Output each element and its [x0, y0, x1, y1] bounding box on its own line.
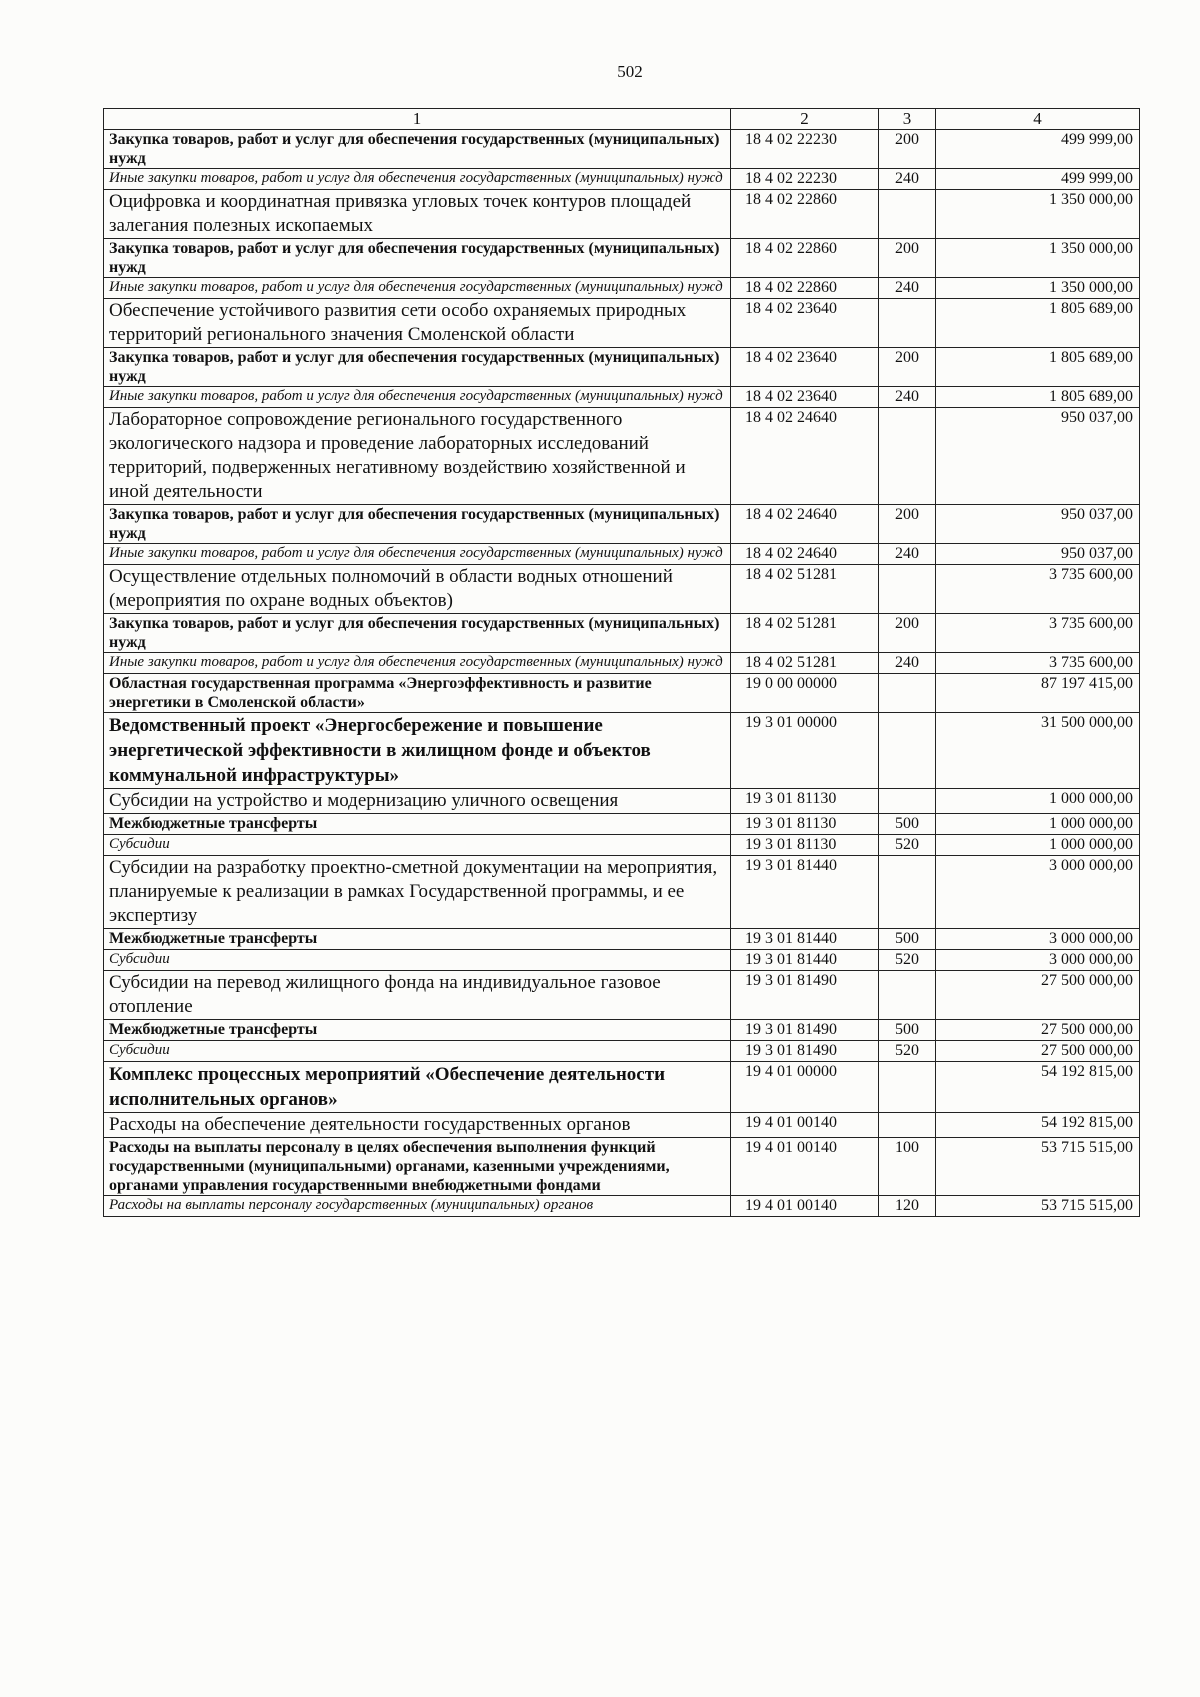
row-name: Обеспечение устойчивого развития сети особо охраняемых природных территорий регионального значения Смоленской области: [104, 299, 731, 348]
row-name: Субсидии: [104, 950, 731, 971]
table-row: [104, 565, 1140, 614]
row-amount: 3 000 000,00: [936, 950, 1140, 971]
row-code: 19 3 01 81440: [731, 929, 879, 950]
row-code: 19 3 01 81490: [731, 1041, 879, 1062]
row-amount: 1 805 689,00: [936, 387, 1140, 408]
table-row: [104, 408, 1140, 505]
row-amount: 950 037,00: [936, 544, 1140, 565]
row-code: 18 4 02 23640: [731, 387, 879, 408]
row-amount: 1 350 000,00: [936, 239, 1140, 278]
row-amount: 1 000 000,00: [936, 814, 1140, 835]
row-type: [879, 299, 936, 348]
row-code: 19 4 01 00140: [731, 1196, 879, 1217]
table-row: [104, 1113, 1140, 1138]
row-type: 520: [879, 835, 936, 856]
row-type: [879, 190, 936, 239]
row-amount: 54 192 815,00: [936, 1062, 1140, 1113]
row-code: 19 3 01 81130: [731, 789, 879, 814]
table-row: [104, 653, 1140, 674]
row-type: 240: [879, 169, 936, 190]
table-row: [104, 789, 1140, 814]
table-header: [104, 109, 1140, 130]
table-row: [104, 1138, 1140, 1196]
row-name: Закупка товаров, работ и услуг для обеспечения государственных (муниципальных) нужд: [104, 614, 731, 653]
table-row: [104, 835, 1140, 856]
row-name: Ведомственный проект «Энергосбережение и повышение энергетической эффективности в жилищном фонде и объектов коммунальной инфраструктуры»: [104, 713, 731, 789]
row-amount: 3 735 600,00: [936, 653, 1140, 674]
row-type: 200: [879, 239, 936, 278]
table-row: [104, 713, 1140, 789]
row-name: Межбюджетные трансферты: [104, 929, 731, 950]
row-name: Закупка товаров, работ и услуг для обеспечения государственных (муниципальных) нужд: [104, 505, 731, 544]
table-row: [104, 1020, 1140, 1041]
row-name: Оцифровка и координатная привязка угловых точек контуров площадей залегания полезных ископаемых: [104, 190, 731, 239]
row-name: Лабораторное сопровождение регионального государственного экологического надзора и проведение лабораторных исследований территорий, подверженных негативному воздействию хозяйственной и иной деятельности: [104, 408, 731, 505]
row-name: Расходы на выплаты персоналу в целях обеспечения выполнения функций государственными (муниципальными) органами, казенными учреждениями, органами управления государственными внебюджетными фондами: [104, 1138, 731, 1196]
table-row: [104, 674, 1140, 713]
row-code: 18 4 02 22860: [731, 278, 879, 299]
row-code: 19 4 01 00140: [731, 1138, 879, 1196]
row-name: Субсидии на разработку проектно-сметной документации на мероприятия, планируемые к реализации в рамках Государственной программы, и ее экспертизу: [104, 856, 731, 929]
row-name: Межбюджетные трансферты: [104, 814, 731, 835]
row-name: Закупка товаров, работ и услуг для обеспечения государственных (муниципальных) нужд: [104, 239, 731, 278]
row-code: 18 4 02 22860: [731, 190, 879, 239]
row-type: 200: [879, 348, 936, 387]
row-amount: 1 805 689,00: [936, 348, 1140, 387]
row-name: Субсидии: [104, 835, 731, 856]
table-row: [104, 971, 1140, 1020]
row-type: 240: [879, 387, 936, 408]
row-type: 240: [879, 278, 936, 299]
row-amount: 27 500 000,00: [936, 1041, 1140, 1062]
row-type: 100: [879, 1138, 936, 1196]
row-type: [879, 1062, 936, 1113]
row-name: Иные закупки товаров, работ и услуг для обеспечения государственных (муниципальных) нужд: [104, 387, 731, 408]
row-amount: 53 715 515,00: [936, 1196, 1140, 1217]
row-code: 19 0 00 00000: [731, 674, 879, 713]
row-type: 200: [879, 614, 936, 653]
table-row: [104, 856, 1140, 929]
column-header-4: 4: [936, 109, 1140, 130]
row-name: Субсидии: [104, 1041, 731, 1062]
row-amount: 1 805 689,00: [936, 299, 1140, 348]
column-header-2: 2: [731, 109, 879, 130]
row-amount: 3 735 600,00: [936, 614, 1140, 653]
row-type: [879, 789, 936, 814]
row-code: 18 4 02 22230: [731, 169, 879, 190]
row-code: 19 3 01 81130: [731, 814, 879, 835]
row-type: 520: [879, 950, 936, 971]
row-code: 18 4 02 51281: [731, 614, 879, 653]
table-row: [104, 929, 1140, 950]
row-code: 19 3 01 81440: [731, 950, 879, 971]
table-row: [104, 239, 1140, 278]
row-code: 18 4 02 24640: [731, 505, 879, 544]
row-name: Субсидии на устройство и модернизацию уличного освещения: [104, 789, 731, 814]
table-row: [104, 169, 1140, 190]
row-type: 500: [879, 814, 936, 835]
row-code: 19 3 01 00000: [731, 713, 879, 789]
row-type: [879, 971, 936, 1020]
row-amount: 1 000 000,00: [936, 835, 1140, 856]
row-name: Областная государственная программа «Энергоэффективность и развитие энергетики в Смоленской области»: [104, 674, 731, 713]
row-name: Субсидии на перевод жилищного фонда на индивидуальное газовое отопление: [104, 971, 731, 1020]
budget-table: [103, 108, 1140, 1217]
row-amount: 1 350 000,00: [936, 190, 1140, 239]
row-code: 18 4 02 23640: [731, 299, 879, 348]
row-code: 19 3 01 81490: [731, 1020, 879, 1041]
row-name: Комплекс процессных мероприятий «Обеспечение деятельности исполнительных органов»: [104, 1062, 731, 1113]
row-code: 19 4 01 00000: [731, 1062, 879, 1113]
row-name: Закупка товаров, работ и услуг для обеспечения государственных (муниципальных) нужд: [104, 348, 731, 387]
table-row: [104, 544, 1140, 565]
row-amount: 3 000 000,00: [936, 856, 1140, 929]
row-type: [879, 713, 936, 789]
table-row: [104, 130, 1140, 169]
row-type: 500: [879, 1020, 936, 1041]
row-amount: 27 500 000,00: [936, 1020, 1140, 1041]
table-body: [104, 130, 1140, 1217]
row-type: 520: [879, 1041, 936, 1062]
row-type: [879, 565, 936, 614]
table-row: [104, 814, 1140, 835]
row-name: Закупка товаров, работ и услуг для обеспечения государственных (муниципальных) нужд: [104, 130, 731, 169]
row-amount: 53 715 515,00: [936, 1138, 1140, 1196]
table-row: [104, 387, 1140, 408]
row-name: Иные закупки товаров, работ и услуг для обеспечения государственных (муниципальных) нужд: [104, 653, 731, 674]
row-amount: 1 000 000,00: [936, 789, 1140, 814]
row-code: 18 4 02 22230: [731, 130, 879, 169]
row-type: 200: [879, 505, 936, 544]
row-name: Иные закупки товаров, работ и услуг для обеспечения государственных (муниципальных) нужд: [104, 278, 731, 299]
row-type: 500: [879, 929, 936, 950]
row-code: 19 3 01 81440: [731, 856, 879, 929]
row-code: 18 4 02 23640: [731, 348, 879, 387]
row-name: Осуществление отдельных полномочий в области водных отношений (мероприятия по охране водных объектов): [104, 565, 731, 614]
row-type: [879, 408, 936, 505]
row-code: 19 3 01 81490: [731, 971, 879, 1020]
table-row: [104, 614, 1140, 653]
table-row: [104, 505, 1140, 544]
row-amount: 54 192 815,00: [936, 1113, 1140, 1138]
row-code: 18 4 02 51281: [731, 653, 879, 674]
table-row: [104, 348, 1140, 387]
row-name: Иные закупки товаров, работ и услуг для обеспечения государственных (муниципальных) нужд: [104, 544, 731, 565]
row-type: 200: [879, 130, 936, 169]
row-name: Расходы на обеспечение деятельности государственных органов: [104, 1113, 731, 1138]
row-name: Иные закупки товаров, работ и услуг для обеспечения государственных (муниципальных) нужд: [104, 169, 731, 190]
row-code: 19 3 01 81130: [731, 835, 879, 856]
row-amount: 87 197 415,00: [936, 674, 1140, 713]
page-number: 502: [617, 62, 643, 81]
row-code: 19 4 01 00140: [731, 1113, 879, 1138]
table-row: [104, 1196, 1140, 1217]
row-type: [879, 856, 936, 929]
row-code: 18 4 02 24640: [731, 408, 879, 505]
row-type: [879, 674, 936, 713]
row-name: Межбюджетные трансферты: [104, 1020, 731, 1041]
row-amount: 3 000 000,00: [936, 929, 1140, 950]
row-type: 240: [879, 653, 936, 674]
table-row: [104, 190, 1140, 239]
row-type: 240: [879, 544, 936, 565]
row-amount: 950 037,00: [936, 408, 1140, 505]
table-row: [104, 299, 1140, 348]
row-amount: 499 999,00: [936, 169, 1140, 190]
row-code: 18 4 02 24640: [731, 544, 879, 565]
row-amount: 27 500 000,00: [936, 971, 1140, 1020]
column-header-3: 3: [879, 109, 936, 130]
row-amount: 3 735 600,00: [936, 565, 1140, 614]
row-name: Расходы на выплаты персоналу государственных (муниципальных) органов: [104, 1196, 731, 1217]
row-code: 18 4 02 22860: [731, 239, 879, 278]
row-type: [879, 1113, 936, 1138]
row-amount: 499 999,00: [936, 130, 1140, 169]
table-row: [104, 1062, 1140, 1113]
row-amount: 31 500 000,00: [936, 713, 1140, 789]
column-header-1: 1: [104, 109, 731, 130]
row-amount: 1 350 000,00: [936, 278, 1140, 299]
header-row: [104, 109, 1140, 130]
table-row: [104, 1041, 1140, 1062]
table-row: [104, 950, 1140, 971]
table-row: [104, 278, 1140, 299]
row-code: 18 4 02 51281: [731, 565, 879, 614]
row-amount: 950 037,00: [936, 505, 1140, 544]
row-type: 120: [879, 1196, 936, 1217]
